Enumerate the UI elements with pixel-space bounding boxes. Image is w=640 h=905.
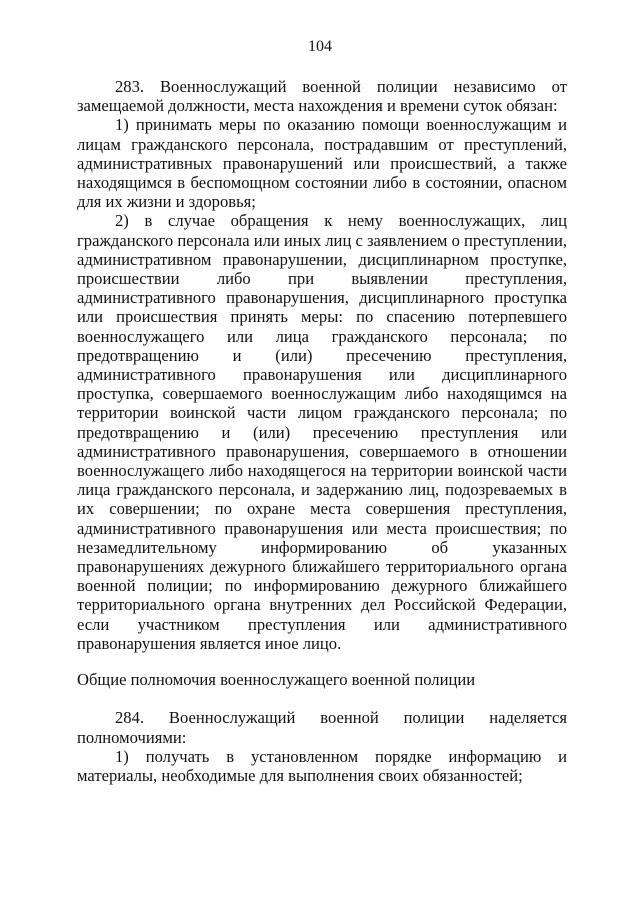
paragraph-284-item-1: 1) получать в установленном порядке информацию и материалы, необходимые для выполнения своих обязанностей; <box>77 746 567 785</box>
section-heading: Общие полномочия военнослужащего военной полиции <box>77 670 476 690</box>
document-body <box>77 77 567 785</box>
paragraph-283-item-1: 1) принимать меры по оказанию помощи военнослужащим и лицам гражданского персонала, пострадавшим от преступлений, административных правонарушений или происшествий, а также находящимся в беспомощном состоянии либо в состоянии, опасном для их жизни и здоровья; <box>77 115 567 212</box>
paragraph-283: 283. Военнослужащий военной полиции независимо от замещаемой должности, места нахождения и времени суток обязан: <box>77 77 567 116</box>
paragraph-283-item-2: 2) в случае обращения к нему военнослужащих, лиц гражданского персонала или иных лиц с заявлением о преступлении, административном правонарушении, дисциплинарном проступке, происшествии либо при выявлении преступления, административного правонарушения, дисциплинарного проступка или происшествия принять меры: по спасению потерпевшего военнослужащего или лица гражданского персонала; по предотвращению и (или) пресечению преступления, административного правонарушения или дисциплинарного проступка, совершаемого военнослужащим либо находящимся на территории воинской части лицом гражданского персонала; по предотвращению и (или) пресечению преступления или административного правонарушения, совершаемого в отношении военнослужащего либо находящегося на территории воинской части лица гражданского персонала, и задержанию лиц, подозреваемых в их совершении; по охране места совершения преступления, административного правонарушения или места происшествия; по незамедлительному информированию об указанных правонарушениях дежурного ближайшего территориального органа военной полиции; по информированию дежурного ближайшего территориального органа внутренних дел Российской Федерации, если участником преступления или административного правонарушения является иное лицо. <box>77 211 567 653</box>
paragraph-284: 284. Военнослужащий военной полиции наделяется полномочиями: <box>77 708 567 747</box>
page-number: 104 <box>308 38 332 55</box>
